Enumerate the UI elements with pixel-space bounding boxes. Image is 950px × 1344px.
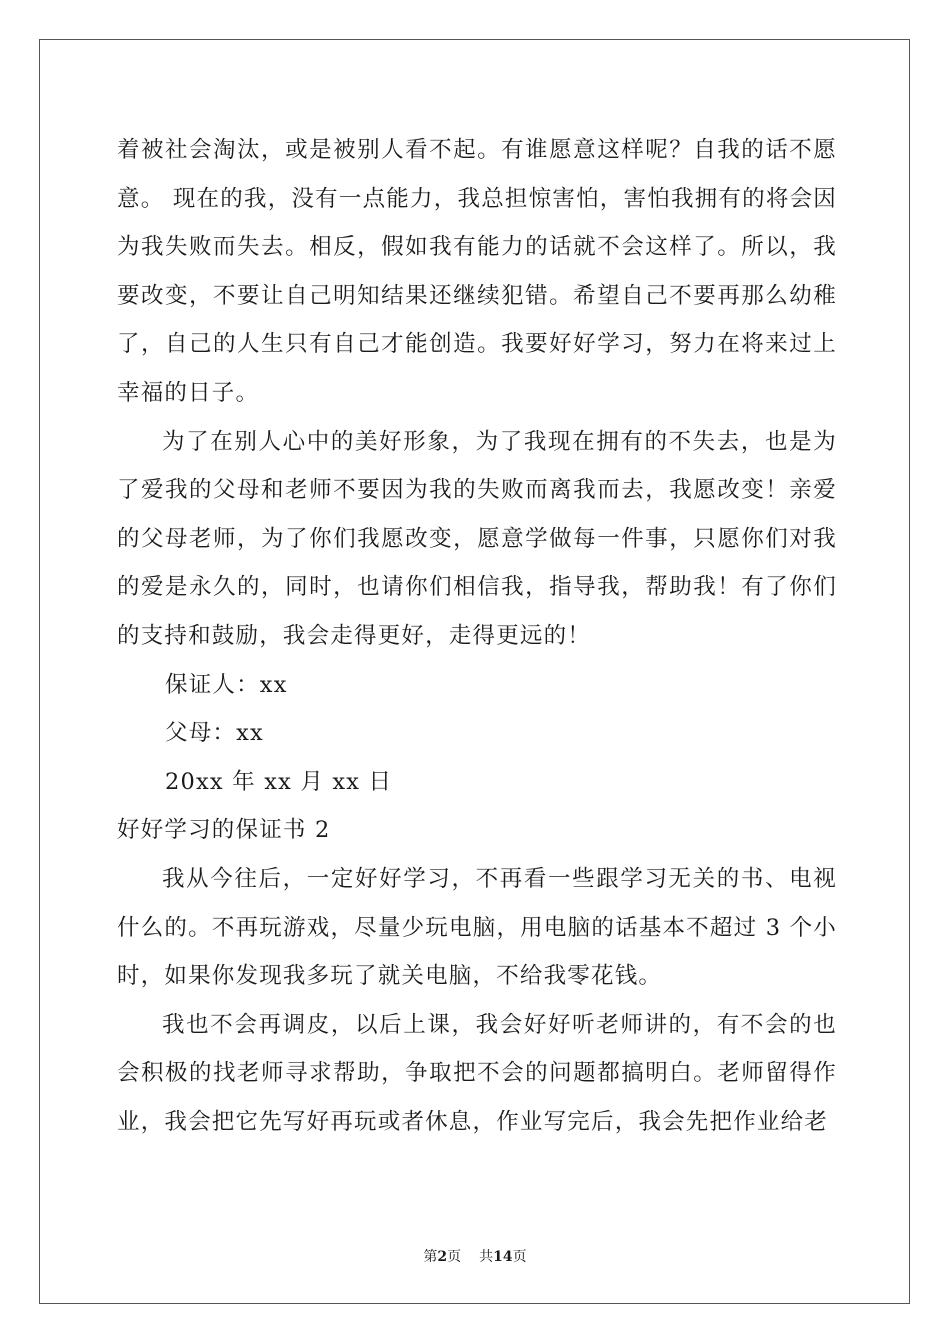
paragraph-continuation: 着被社会淘汰，或是被别人看不起。有谁愿意这样呢？自我的话不愿意。 现在的我，没有一点能力，我总担惊害怕，害怕我拥有的将会因为我失败而失去。相反，假如我有能力的话就不会这样了。所以，我要改变，不要让自己明知结果还继续犯错。希望自己不要再那么幼稚了，自己的人生只有自己才能创造。我要好好学习，努力在将来过上幸福的日子。 [117, 137, 837, 406]
guarantor-signature: 保证人：xx [165, 671, 288, 698]
paragraph-promise: 我从今往后，一定好好学习，不再看一些跟学习无关的书、电视什么的。不再玩游戏，尽量少玩电脑，用电脑的话基本不超过 3 个小时，如果你发现我多玩了就关电脑，不给我零花钱。 [117, 865, 837, 990]
page-footer [0, 1248, 950, 1266]
page-current: 2 [437, 1249, 448, 1265]
paragraph-reasons: 为了在别人心中的美好形象，为了我现在拥有的不失去，也是为了爱我的父母和老师不要因为我的失败而离我而去，我愿改变！亲爱的父母老师，为了你们我愿改变，愿意学做每一件事，只愿你们对我的爱是永久的，同时，也请你们相信我，指导我，帮助我！有了你们的支持和鼓励，我会走得更好，走得更远的！ [117, 428, 837, 649]
page-suffix: 页 [447, 1249, 462, 1265]
total-suffix: 页 [512, 1249, 527, 1265]
paragraph-classroom: 我也不会再调皮，以后上课，我会好好听老师讲的，有不会的也会积极的找老师寻求帮助，争取把不会的问题都搞明白。老师留得作业，我会把它先写好再玩或者休息，作业写完后，我会先把作业给老 [117, 1011, 837, 1135]
parents-signature: 父母：xx [165, 720, 264, 747]
total-prefix: 共 [479, 1249, 494, 1265]
page-total: 14 [493, 1249, 513, 1265]
document-body [117, 126, 837, 1146]
section-title: 好好学习的保证书 2 [117, 817, 331, 844]
signature-date: 20xx 年 xx 月 xx 日 [165, 768, 393, 795]
page-prefix: 第 [423, 1249, 438, 1265]
